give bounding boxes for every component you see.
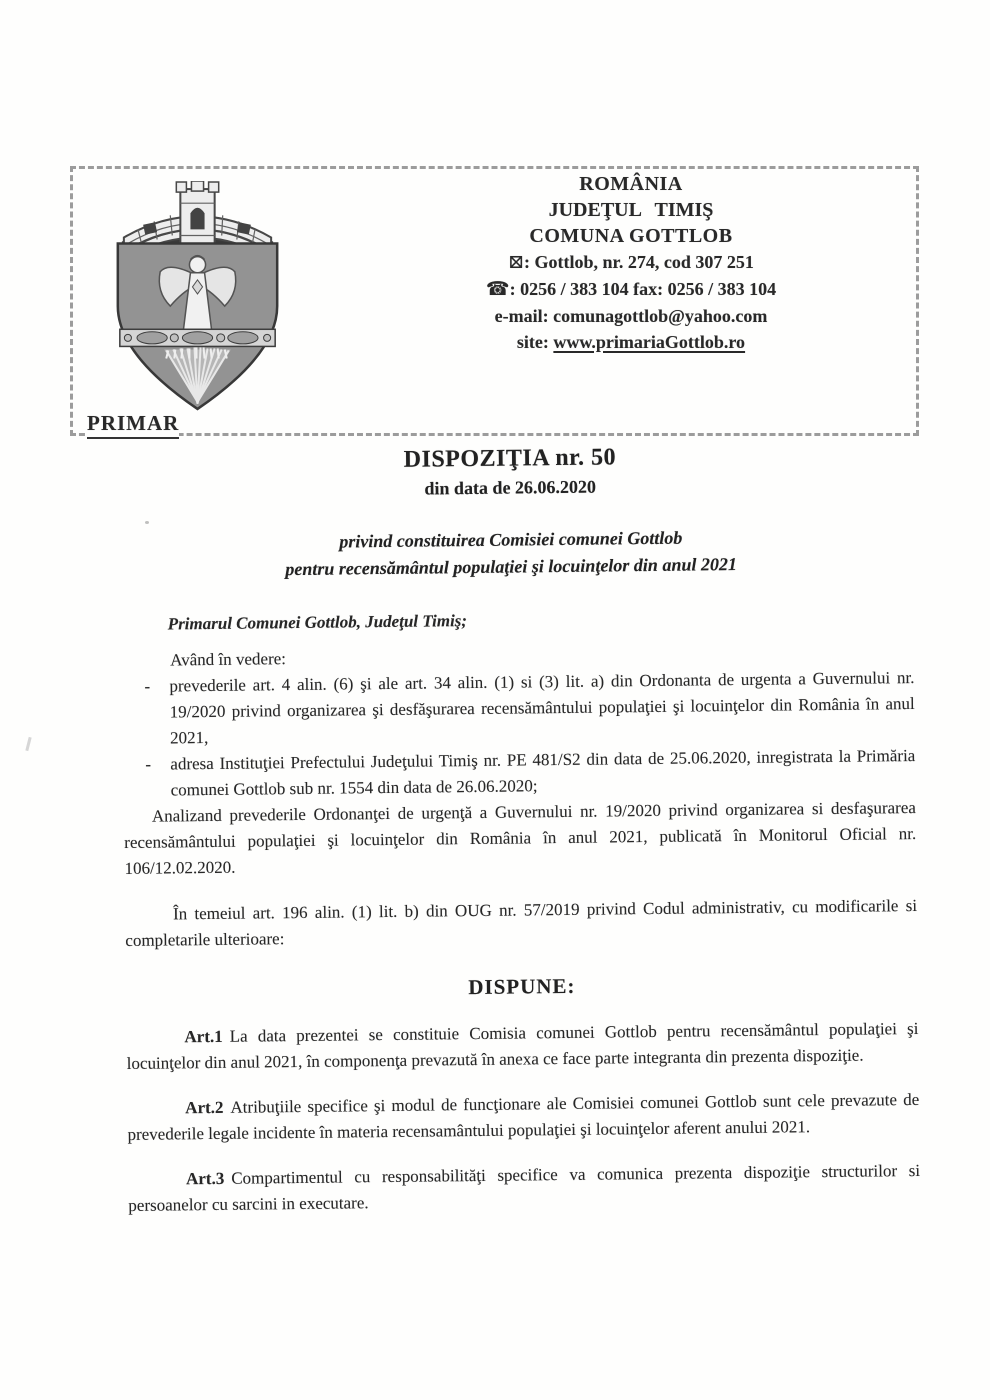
article-3 xyxy=(128,1158,921,1219)
article-2-label: Art.2 xyxy=(185,1097,224,1118)
document-body xyxy=(122,603,921,1219)
considering-item xyxy=(123,743,916,804)
official-role-label: PRIMAR xyxy=(87,411,179,439)
decision-heading: DISPUNE: xyxy=(468,973,576,1000)
country-name: ROMÂNIA xyxy=(579,173,683,195)
scan-speck xyxy=(145,521,149,524)
bullet-dash: - xyxy=(145,754,152,774)
county-name: JUDEŢUL TIMIŞ xyxy=(548,199,714,221)
article-3-text: Compartimentul cu responsabilităţi specifice va comunica prezenta dispoziţie structurilor si persoanelor cu sarcini in executare. xyxy=(128,1160,921,1215)
mail-icon: ⊠ xyxy=(508,252,525,273)
phone-icon: ☎ xyxy=(485,279,510,300)
bullet-dash: - xyxy=(144,676,151,696)
phone-fax-text: : 0256 / 383 104 fax: 0256 / 383 104 xyxy=(509,279,777,299)
site-url: www.primariaGottlob.ro xyxy=(553,332,746,352)
considering-item xyxy=(122,665,915,752)
commune-name: COMUNA GOTTLOB xyxy=(529,225,733,247)
document-title: DISPOZIŢIA nr. 50 xyxy=(403,444,617,473)
article-2-text: Atribuţiile specifice şi modul de funcţionare ale Comisiei comunei Gottlob sunt cele prevazute de prevederile legale incidente în materia recensamântului populaţiei şi locuinţelor aferent anului 2021. xyxy=(127,1089,920,1144)
article-1-label: Art.1 xyxy=(184,1026,223,1047)
site-label: site: xyxy=(516,332,554,352)
title-block xyxy=(45,440,976,504)
email-line: e-mail: comunagottlob@yahoo.com xyxy=(494,306,768,326)
article-2 xyxy=(127,1087,920,1148)
considering-item-text: adresa Instituţiei Prefectului Judeţului Timiş nr. PE 481/S2 din data de 25.06.2020, inregistrata la Primăria comunei Gottlob sub nr. 1554 din data de 26.06.2020; xyxy=(170,745,916,800)
scan-speck xyxy=(556,1100,562,1103)
subject-line-1: privind constituirea Comisiei comunei Gottlob xyxy=(339,527,683,552)
article-1-text: La data prezentei se constituie Comisia comunei Gottlob pentru recensământul populaţiei şi locuinţelor din anul 2021, în componenţa prevazută în anexa ce face parte integranta din prezenta dispoziţie. xyxy=(126,1018,919,1073)
analysis-paragraph: Analizand prevederile Ordonanţei de urgenţă a Guvernului nr. 19/2020 privind organizarea si desfaşurarea recensământului populaţiei şi locuinţelor din România în anul 2021, publicată în Monitorul Oficial nr. 106/12.02.2020. xyxy=(124,797,917,878)
considering-item-text: prevederile art. 4 alin. (6) şi ale art. 34 alin. (1) si (3) lit. a) din Ordonanta de urgenta a Guvernului nr. 19/2020 privind organizarea şi desfăşurarea recensământului populaţiei şi locuinţelor din România în anul 2021, xyxy=(169,668,915,748)
address-text: : Gottlob, nr. 274, cod 307 251 xyxy=(524,252,754,272)
issuer-line: Primarul Comunei Gottlob, Judeţul Timiş; xyxy=(167,611,468,634)
document-subject xyxy=(46,521,977,586)
considering-label: Având în vedere: xyxy=(170,649,287,670)
subject-line-2: pentru recensământul populaţiei şi locuinţelor din anul 2021 xyxy=(285,554,738,580)
document-date: din data de 26.06.2020 xyxy=(424,476,597,499)
article-1 xyxy=(126,1016,919,1077)
legal-basis-paragraph: În temeiul art. 196 alin. (1) lit. b) din OUG nr. 57/2019 privind Codul administrativ, cu modificarile si completarile ulterioare: xyxy=(125,895,918,950)
article-3-label: Art.3 xyxy=(185,1168,225,1189)
